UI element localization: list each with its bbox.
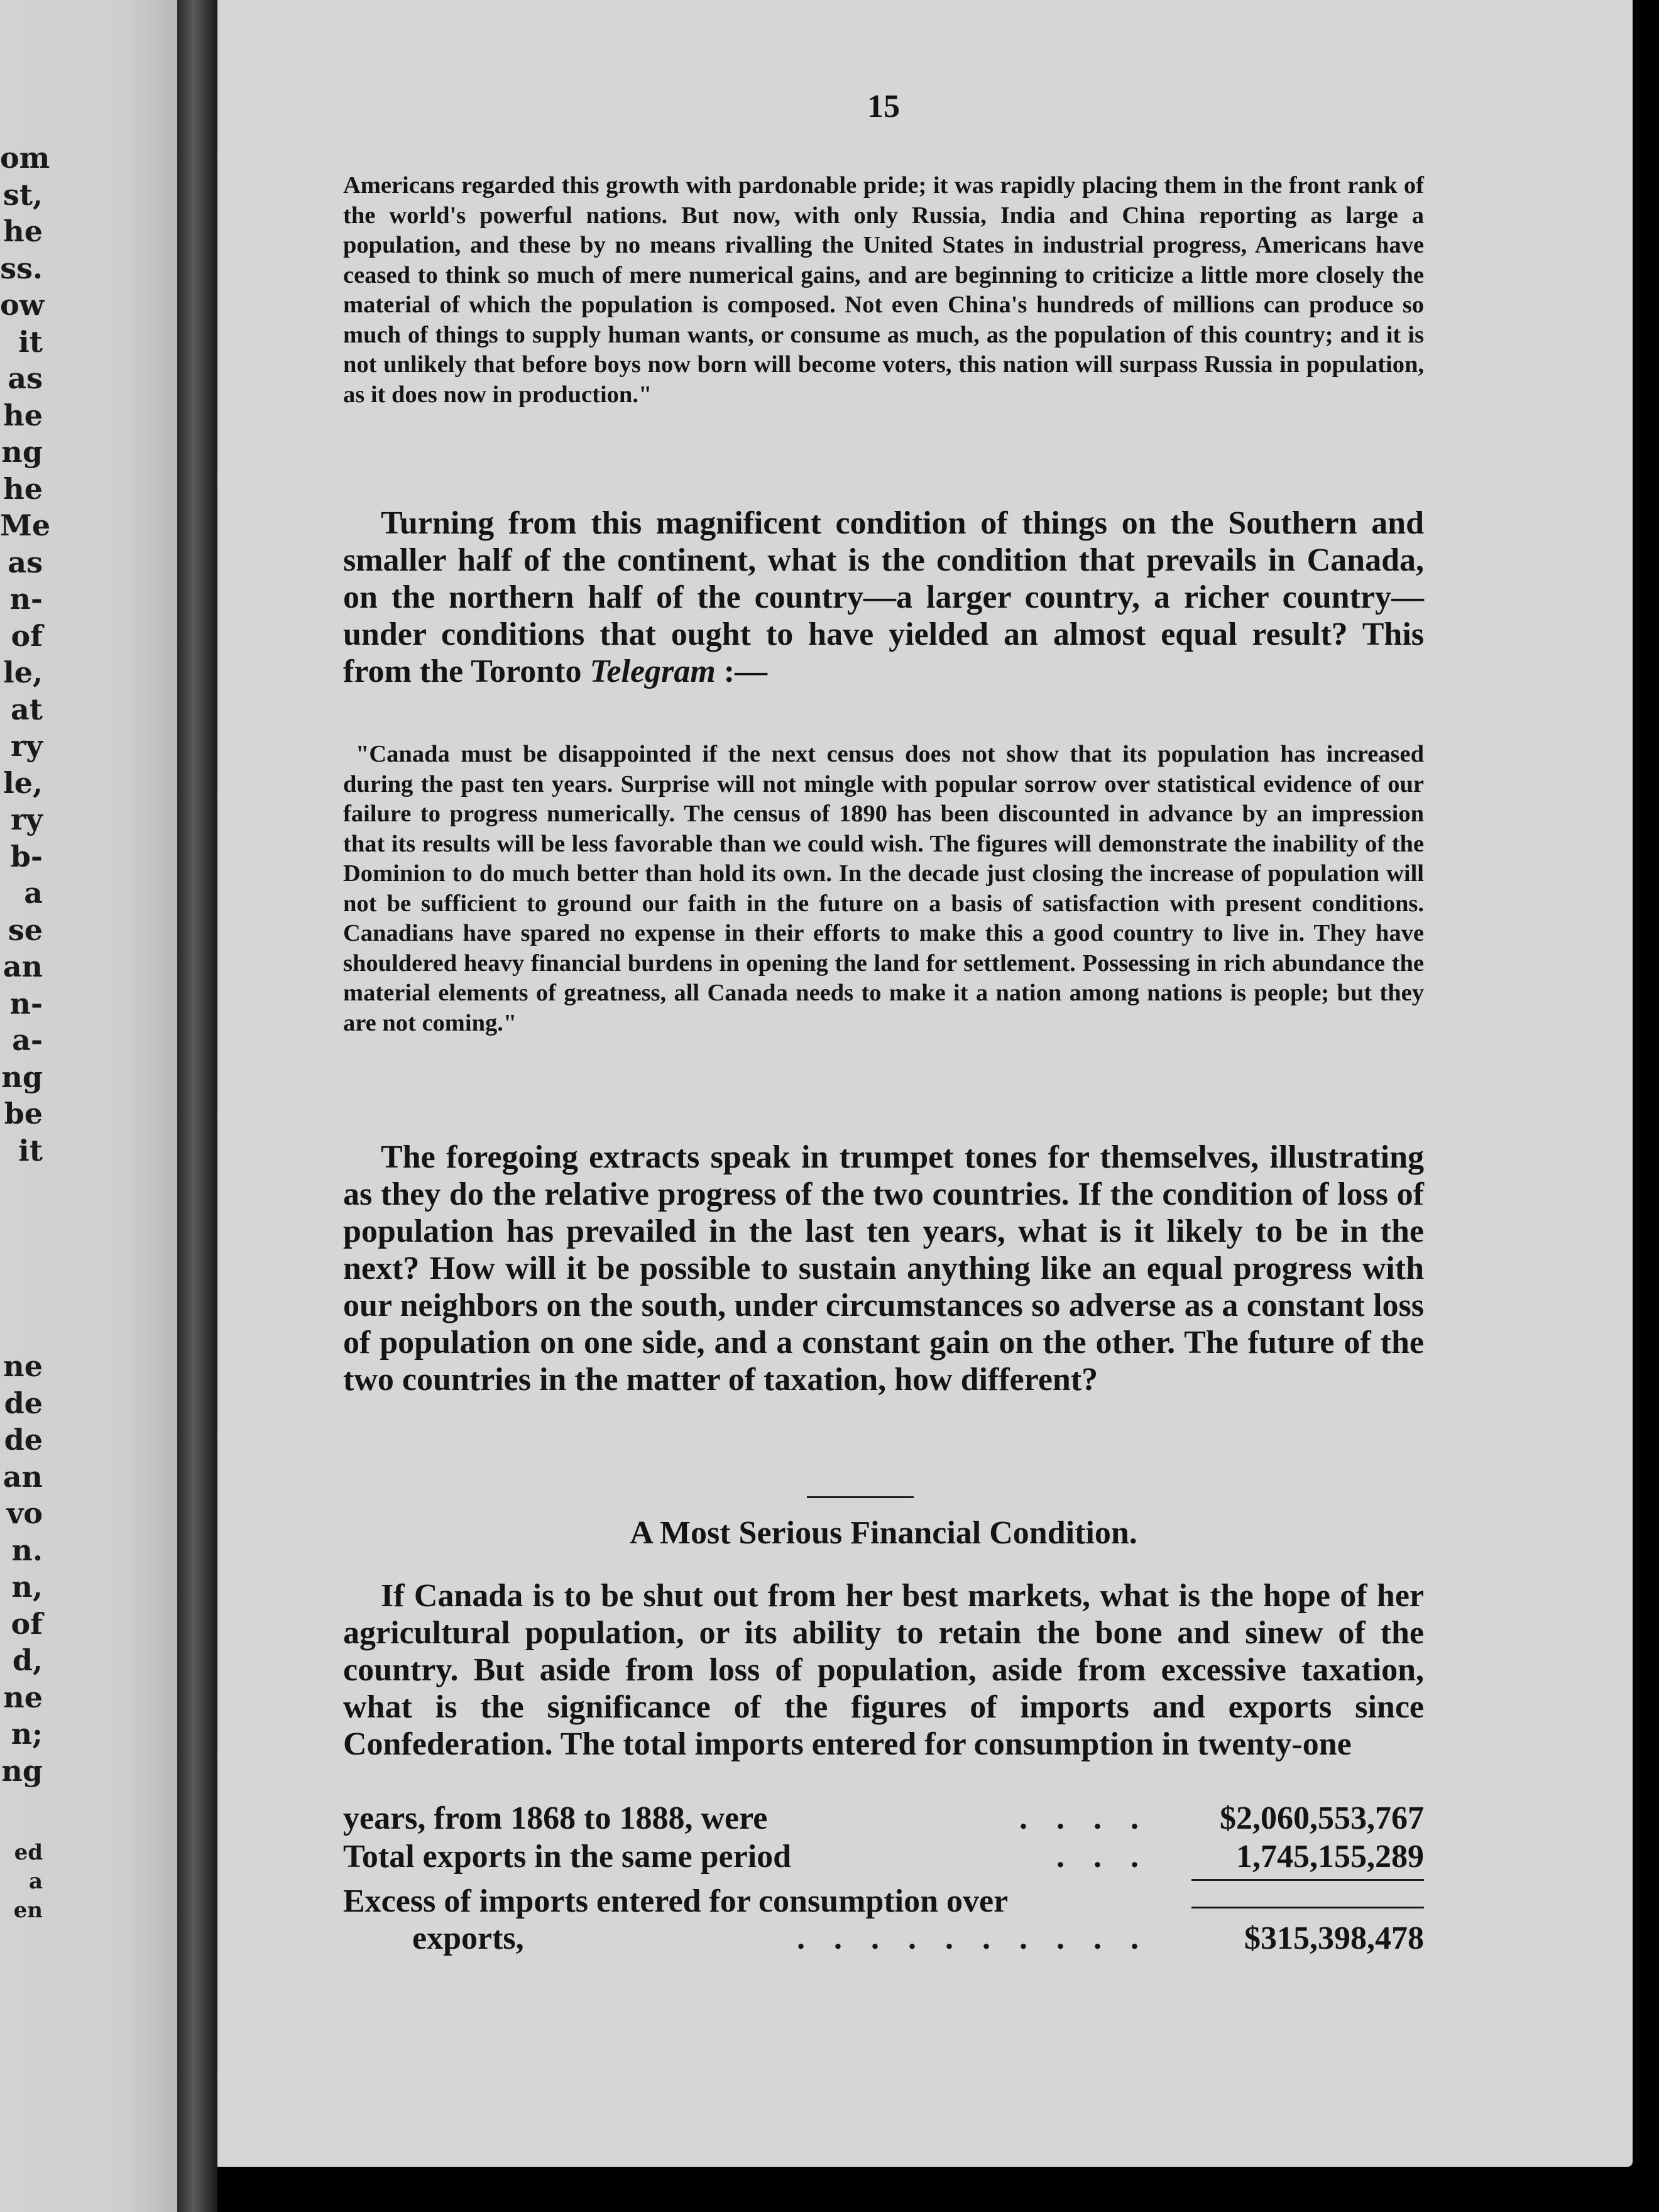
left-page-fragment: n; — [11, 1717, 43, 1751]
left-page-fragment: n- — [9, 986, 43, 1021]
left-page-fragment: ed — [14, 1840, 43, 1865]
ledger-total-rule — [1191, 1907, 1424, 1908]
ledger-excess-exports-label: exports, — [412, 1920, 524, 1956]
left-page-fragment: ng — [1, 1059, 43, 1094]
left-page-fragment: be — [4, 1097, 43, 1131]
left-page-fragment: Me — [0, 508, 51, 542]
left-page-fragment: he — [3, 398, 43, 432]
left-page-fragment: ne — [3, 1680, 43, 1714]
quote-canada: "Canada must be disappointed if the next census does not show that its population has increased during the past ten years. Surprise will not mingle with popular sorrow over statistical evidence of our failure to progress numerically. The census of 1890 has been discounted in advance by an impression that its results will be less favorable than we could wish. The figures will demonstrate the inability of the Dominion to do much better than hold its own. In the decade just closing the increase of population will not be sufficient to ground our faith in the future on a basis of satisfaction with present conditions. Canadians have spared no expense in their efforts to make this a good country to live in. They have shouldered heavy financial burdens in opening the land for settlement. Possessing in rich abundance the material elements of greatness, all Canada needs to make it a nation among nations is people; but they are not coming." — [343, 741, 1424, 1036]
left-page-fragment: vo — [6, 1496, 43, 1530]
paragraph-turning — [343, 505, 1424, 690]
ledger-exports-label: Total exports in the same period — [343, 1839, 792, 1875]
ledger-row-imports — [343, 1800, 1424, 1837]
left-page-fragment: of — [11, 618, 43, 653]
section-rule — [807, 1496, 914, 1498]
left-page-fragment: n. — [11, 1533, 43, 1567]
left-page-fragment: he — [3, 471, 43, 506]
left-page-fragment: a — [28, 1869, 43, 1894]
left-page-fragment: it — [18, 324, 43, 359]
left-page-fragment: en — [13, 1898, 43, 1923]
left-page-fragment: ry — [11, 729, 43, 763]
ledger-row-exports — [343, 1838, 1424, 1875]
ledger-row-excess — [343, 1920, 1424, 1957]
left-page-fragment: le, — [3, 655, 43, 689]
left-page-fragment: ng — [1, 1753, 43, 1788]
left-page-fragment: ry — [11, 802, 43, 836]
left-page-fragment: de — [4, 1423, 43, 1457]
left-page-fragment: om — [0, 141, 50, 175]
left-page-fragment: as — [8, 545, 43, 579]
left-page-fragment: a- — [12, 1023, 43, 1057]
page — [217, 0, 1633, 2167]
left-page-fragment: it — [18, 1133, 43, 1168]
source-telegram: Telegram — [589, 654, 716, 689]
left-page-fragment: an — [3, 950, 43, 983]
left-page-fragment: st, — [3, 177, 43, 212]
left-page-fragment: d, — [12, 1643, 43, 1677]
paragraph-foregoing: The foregoing extracts speak in trumpet tones for themselves, illustrating as they do the relative progress of the two countries. If the condition of loss of population has prevailed in the last ten years, what is it likely to be in the next? How will it be possible to sustain anything like an equal progress with our neighbors on the south, under circumstances so adverse as a constant loss of population on one side, and a constant gain on the other. The future of the two countries in the matter of taxation, how different? — [343, 1139, 1424, 1398]
left-page-fragment: ow — [0, 288, 45, 322]
left-page-fragment: he — [3, 214, 43, 248]
paragraph-turning-tail: :— — [723, 654, 768, 689]
left-page-fragment: n- — [9, 582, 43, 616]
left-page-fragment: of — [11, 1606, 43, 1641]
left-page-fragment: se — [8, 912, 43, 947]
section-heading: A Most Serious Financial Condition. — [630, 1515, 1137, 1551]
left-page-fragment: n, — [11, 1570, 43, 1604]
ledger-imports-label: years, from 1868 to 1888, were — [343, 1800, 768, 1836]
left-page-fragment: ng — [1, 435, 43, 469]
left-page-fragment: an — [3, 1459, 43, 1494]
ledger-exports-amount: 1,745,155,289 — [1236, 1839, 1424, 1875]
left-page-fragment: as — [8, 361, 43, 395]
left-page-fragment: ss. — [0, 251, 43, 285]
ledger-exports-leader: ... — [1056, 1839, 1168, 1875]
previous-page-edge — [0, 0, 177, 2212]
left-page-fragment: le, — [3, 765, 43, 800]
ledger-imports-leader: .... — [1019, 1800, 1168, 1836]
quote-americans: Americans regarded this growth with pardonable pride; it was rapidly placing them in the front rank of the world's powerful nations. But now, with only Russia, India and China reporting as large a population, and these by no means rivalling the United States in industrial progress, Americans have ceased to think so much of mere numerical gains, and are beginning to criticize a little more closely the material of which the population is composed. Not even China's hundreds of millions can produce so much of things to supply human wants, or consume as much, as the population of this country; and it is not unlikely that before boys now born will become voters, this nation will surpass Russia in population, as it does now in production." — [343, 172, 1424, 408]
ledger-excess-amount: $315,398,478 — [1244, 1920, 1424, 1956]
left-page-fragment: b- — [10, 839, 43, 873]
left-page-fragment: ne — [3, 1349, 43, 1383]
paragraph-canada-markets: If Canada is to be shut out from her best markets, what is the hope of her agricultural population, or its ability to retain the bone and sinew of the country. But aside from loss of population, aside from excessive taxation, what is the significance of the figures of imports and exports since Confederation. The total imports entered for consumption in twenty-one — [343, 1578, 1424, 1762]
book-gutter — [177, 0, 217, 2212]
left-page-fragment: a — [24, 876, 43, 910]
ledger-excess-leader: .......... — [797, 1920, 1168, 1956]
page-number: 15 — [867, 89, 900, 124]
ledger-sum-rule — [1191, 1879, 1424, 1881]
ledger-imports-amount: $2,060,553,767 — [1220, 1800, 1424, 1836]
left-page-fragment: de — [4, 1386, 43, 1420]
ledger-excess-label: Excess of imports entered for consumption over — [343, 1883, 1009, 1919]
paragraph-turning-text: Turning from this magnificent condition of things on the Southern and smaller half of the continent, what is the condition that prevails in Canada, on the northern half of the country—a larger country, a richer country—under conditions that ought to have yielded an almost equal result? This from the Toronto — [343, 505, 1424, 689]
ledger-row-excess-label — [343, 1883, 1424, 1920]
left-page-fragment: at — [10, 692, 43, 726]
